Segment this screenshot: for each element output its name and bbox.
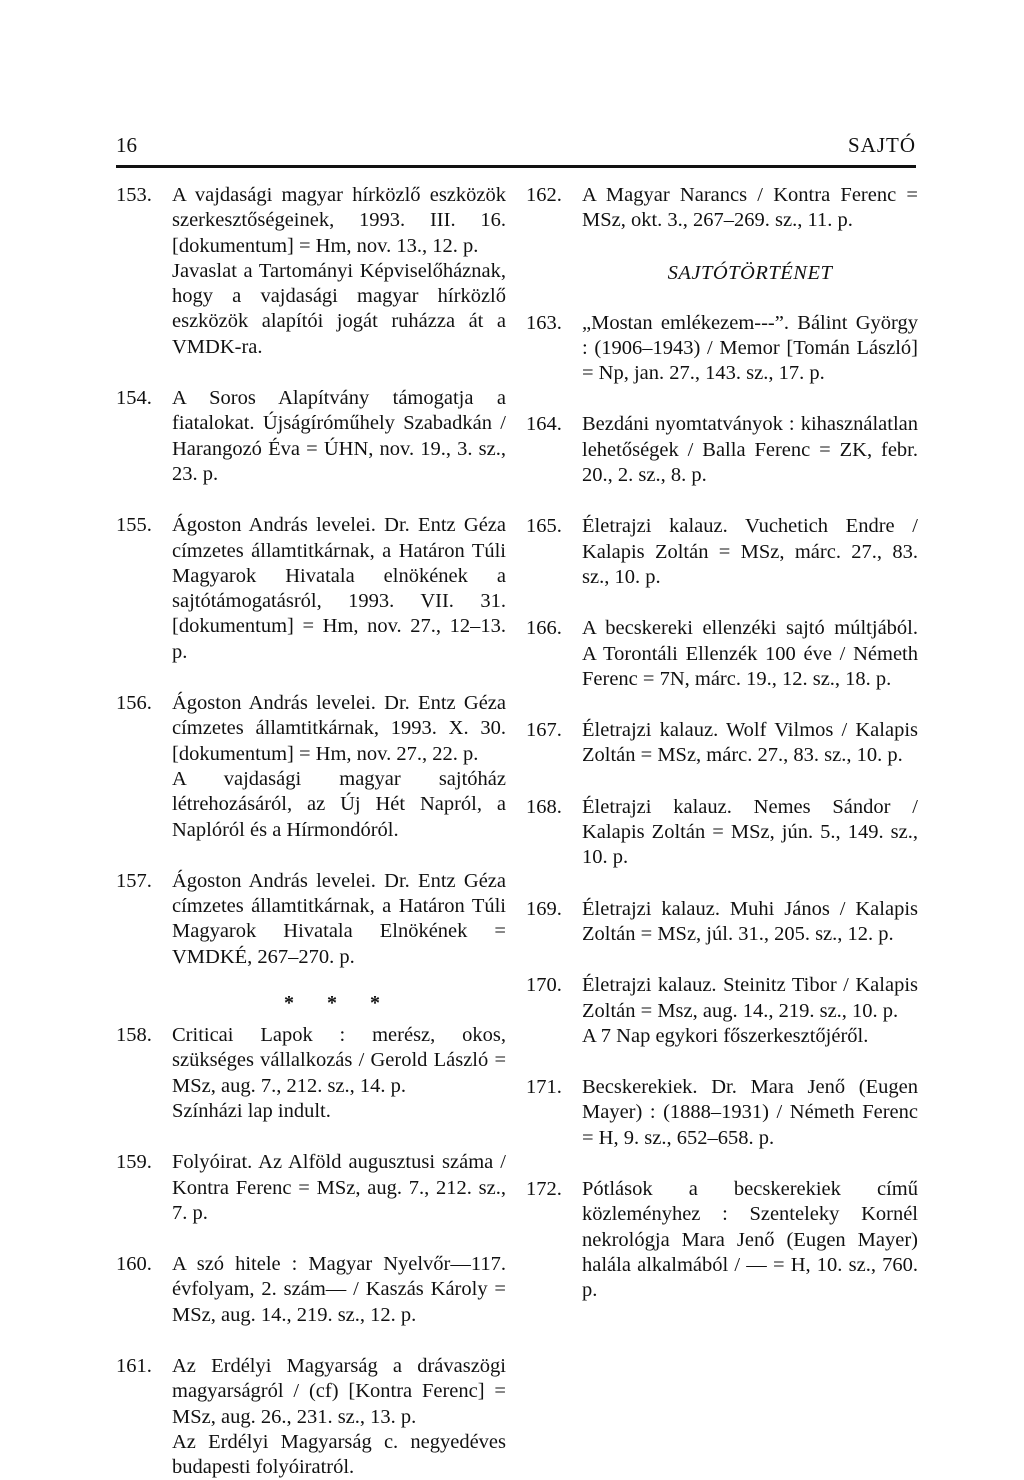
entry-text: A Soros Alapítvány támogatja a fiatalokat. Újságíróműhely Szabadkán / Harangozó Éva = ÚHN, nov. 19., 3. sz., 23. p. bbox=[172, 387, 506, 485]
entry-text: Ágoston András levelei. Dr. Entz Géza címzetes államtitkárnak, 1993. X. 30. [dokumentum] = Hm, nov. 27., 22. p. bbox=[172, 692, 506, 765]
entry-number: 165. bbox=[526, 515, 562, 538]
entry-159 bbox=[116, 1150, 506, 1226]
entry-text: Folyóirat. Az Alföld augusztusi száma / Kontra Ferenc = MSz, aug. 7., 212. sz., 7. p. bbox=[172, 1151, 506, 1224]
entry-170 bbox=[526, 973, 918, 1049]
entry-number: 158. bbox=[116, 1024, 152, 1047]
entry-note: A vajdasági magyar sajtóház létrehozásáról, az Új Hét Napról, a Naplóról és a Hírmondóról. bbox=[172, 767, 506, 841]
entry-text: Életrajzi kalauz. Nemes Sándor / Kalapis Zoltán = MSz, jún. 5., 149. sz., 10. p. bbox=[582, 795, 918, 869]
entry-157 bbox=[116, 869, 506, 970]
entry-number: 154. bbox=[116, 387, 152, 410]
entry-number: 157. bbox=[116, 869, 152, 892]
entry-note: Javaslat a Tartományi Képviselőháznak, hogy a vajdasági magyar hírközlő eszközök alapítói jogát ruházza át a VMDK-ra. bbox=[172, 259, 506, 358]
entry-168 bbox=[526, 795, 918, 871]
entry-171 bbox=[526, 1075, 918, 1151]
entry-note: A 7 Nap egykori főszerkesztőjéről. bbox=[582, 1024, 869, 1047]
entry-number: 161. bbox=[116, 1354, 152, 1377]
entry-note: Az Erdélyi Magyarság c. negyedéves budapesti folyóiratról. bbox=[172, 1430, 506, 1479]
entry-169 bbox=[526, 897, 918, 948]
entry-text: A szó hitele : Magyar Nyelvőr—117. évfolyam, 2. szám— / Kaszás Károly = MSz, aug. 14., 219. sz., 12. p. bbox=[172, 1253, 506, 1326]
entry-text: Becskerekiek. Dr. Mara Jenő (Eugen Mayer) : (1888–1931) / Németh Ferenc = H, 9. sz., 652–658. p. bbox=[582, 1076, 918, 1149]
entry-163 bbox=[526, 311, 918, 387]
entry-text: Életrajzi kalauz. Wolf Vilmos / Kalapis Zoltán = MSz, márc. 27., 83. sz., 10. p. bbox=[582, 719, 918, 767]
section-separator: * * * bbox=[284, 992, 394, 1015]
entry-153 bbox=[116, 183, 506, 360]
entry-number: 155. bbox=[116, 514, 152, 537]
right-column bbox=[526, 183, 918, 1304]
entry-text: „Mostan emlékezem---”. Bálint György : (1906–1943) / Memor [Tomán László] = Np, jan. 27., 143. sz., 17. p. bbox=[582, 311, 918, 385]
entry-text: Életrajzi kalauz. Muhi János / Kalapis Zoltán = MSz, júl. 31., 205. sz., 12. p. bbox=[582, 897, 918, 945]
running-title: SAJTÓ bbox=[847, 133, 916, 157]
entry-172 bbox=[526, 1177, 918, 1303]
header-rule bbox=[116, 165, 916, 168]
page-header bbox=[116, 133, 916, 163]
entry-166 bbox=[526, 616, 918, 692]
entry-number: 160. bbox=[116, 1253, 152, 1276]
entry-text: Ágoston András levelei. Dr. Entz Géza címzetes államtitkárnak, a Határon Túli Magyarok Hivatala elnökének a sajtótámogatásról, 1993. VII. 31. [dokumentum] = Hm, nov. 27., 12–13. p. bbox=[172, 514, 506, 663]
entry-text: A Magyar Narancs / Kontra Ferenc = MSz, okt. 3., 267–269. sz., 11. p. bbox=[582, 184, 918, 232]
entry-160 bbox=[116, 1252, 506, 1328]
entry-number: 169. bbox=[526, 897, 562, 920]
entry-167 bbox=[526, 718, 918, 769]
entry-number: 170. bbox=[526, 974, 562, 997]
entry-text: Ágoston András levelei. Dr. Entz Géza címzetes államtitkárnak, a Határon Túli Magyarok Hivatala Elnökének = VMDKÉ, 267–270. p. bbox=[172, 869, 506, 968]
entry-number: 166. bbox=[526, 617, 562, 640]
entry-number: 163. bbox=[526, 311, 562, 334]
entry-number: 159. bbox=[116, 1151, 152, 1174]
entry-number: 153. bbox=[116, 184, 152, 206]
entry-156 bbox=[116, 691, 506, 843]
entry-text: Pótlások a becskerekiek című közleményhez : Szenteleky Kornél nekrológja Mara Jenő (Eugen Mayer) halála alkalmából / — = H, 10. sz., 760. p. bbox=[582, 1178, 918, 1302]
entry-note: Színházi lap indult. bbox=[172, 1099, 331, 1122]
entry-number: 167. bbox=[526, 719, 562, 742]
entry-number: 164. bbox=[526, 413, 562, 436]
page-number: 16 bbox=[116, 133, 137, 157]
entry-155 bbox=[116, 513, 506, 665]
entry-text: Életrajzi kalauz. Steinitz Tibor / Kalapis Zoltán = Msz, aug. 14., 219. sz., 10. p. bbox=[582, 974, 918, 1022]
entry-number: 168. bbox=[526, 795, 562, 818]
entry-text: Bezdáni nyomtatványok : kihasználatlan lehetőségek / Balla Ferenc = ZK, febr. 20., 2. sz., 8. p. bbox=[582, 413, 918, 487]
entry-text: A vajdasági magyar hírközlő eszközök szerkesztőségeinek, 1993. III. 16. [dokumentum] = Hm, nov. 13., 12. p. bbox=[172, 184, 506, 257]
entry-number: 156. bbox=[116, 692, 152, 715]
entry-154 bbox=[116, 386, 506, 487]
entry-text: Életrajzi kalauz. Vuchetich Endre / Kalapis Zoltán = MSz, márc. 27., 83. sz., 10. p. bbox=[582, 515, 918, 588]
entry-162 bbox=[526, 183, 918, 234]
entry-number: 172. bbox=[526, 1178, 562, 1201]
left-column bbox=[116, 183, 506, 1480]
entry-text: Az Erdélyi Magyarság a drávaszögi magyarságról / (cf) [Kontra Ferenc] = MSz, aug. 26., 231. sz., 13. p. bbox=[172, 1354, 506, 1428]
entry-165 bbox=[526, 514, 918, 590]
section-heading: SAJTÓTÖRTÉNET bbox=[667, 261, 833, 284]
entry-164 bbox=[526, 412, 918, 488]
entry-text: Criticai Lapok : merész, okos, szükséges vállalkozás / Gerold László = MSz, aug. 7., 212. sz., 14. p. bbox=[172, 1024, 506, 1097]
entry-text: A becskereki ellenzéki sajtó múltjából. A Torontáli Ellenzék 100 éve / Németh Ferenc = 7N, márc. 19., 12. sz., 18. p. bbox=[582, 617, 918, 690]
entry-161 bbox=[116, 1354, 506, 1480]
entry-158 bbox=[116, 1023, 506, 1124]
entry-number: 171. bbox=[526, 1076, 562, 1099]
entry-number: 162. bbox=[526, 184, 562, 206]
